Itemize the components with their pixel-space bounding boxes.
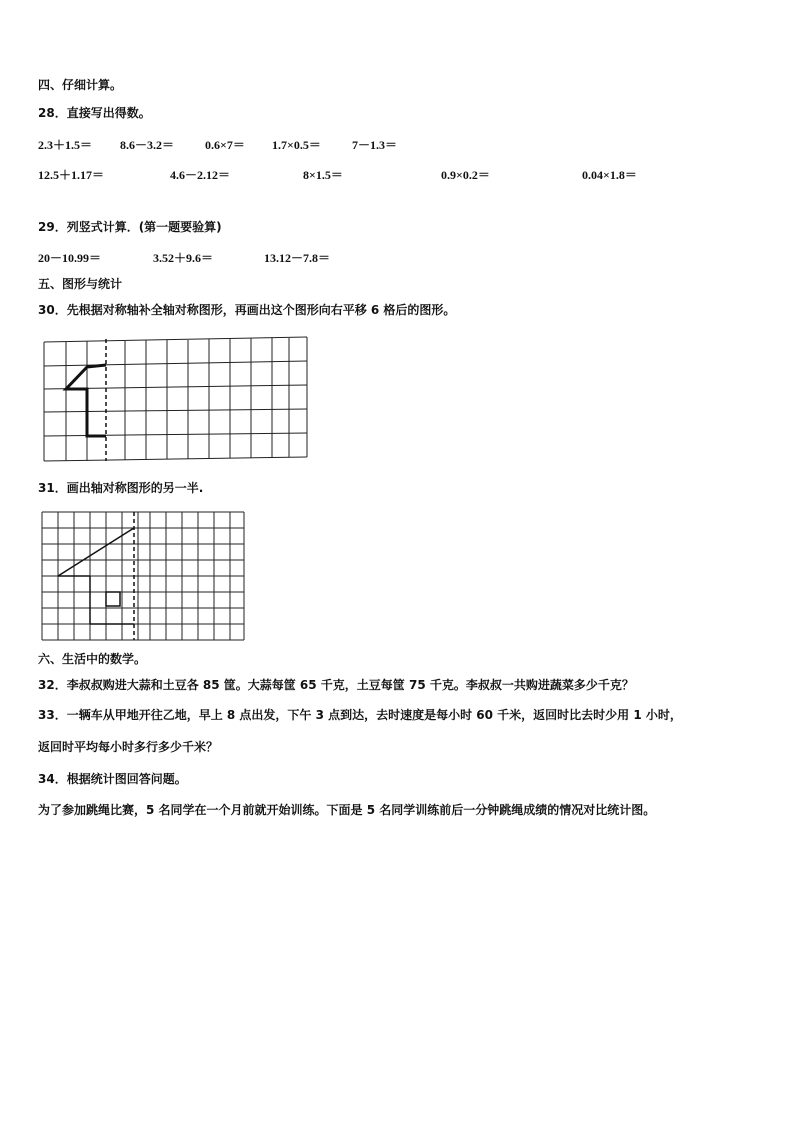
q28-expr-8: 8×1.5＝ — [303, 168, 343, 182]
question-34-description: 为了参加跳绳比赛，5 名同学在一个月前就开始训练。下面是 5 名同学训练前后一分钟跳绳成绩的情况对比统计图。 — [38, 803, 656, 817]
question-34-prompt: 34．根据统计图回答问题。 — [38, 772, 187, 786]
q28-expr-4: 1.7×0.5＝ — [272, 138, 321, 152]
question-29-prompt: 29．列竖式计算．(第一题要验算) — [38, 220, 222, 234]
q28-expr-2: 8.6－3.2＝ — [120, 138, 175, 152]
q28-expr-10: 0.04×1.8＝ — [582, 168, 637, 182]
section-4-title: 四、仔细计算。 — [38, 78, 123, 92]
q28-expr-5: 7－1.3＝ — [352, 138, 398, 152]
question-28-prompt: 28．直接写出得数。 — [38, 106, 151, 120]
question-32-prompt: 32．李叔叔购进大蒜和土豆各 85 筐。大蒜每筐 65 千克，土豆每筐 75 千克。李叔叔一共购进蔬菜多少千克？ — [38, 678, 634, 692]
q28-expr-7: 4.6－2.12＝ — [170, 168, 231, 182]
q28-expr-6: 12.5＋1.17＝ — [38, 168, 105, 182]
q29-expr-1: 20－10.99＝ — [38, 251, 102, 265]
q29-expr-2: 3.52＋9.6＝ — [153, 251, 214, 265]
q30-grid-figure — [41, 335, 311, 465]
q28-expr-9: 0.9×0.2＝ — [441, 168, 490, 182]
section-6-title: 六、生活中的数学。 — [38, 652, 147, 666]
question-33-line-2: 返回时平均每小时多行多少千米？ — [38, 740, 219, 754]
q31-grid-figure — [40, 510, 246, 642]
q29-expr-3: 13.12－7.8＝ — [264, 251, 331, 265]
section-5-title: 五、图形与统计 — [38, 277, 123, 291]
q28-expr-3: 0.6×7＝ — [205, 138, 245, 152]
question-30-prompt: 30．先根据对称轴补全轴对称图形，再画出这个图形向右平移 6 格后的图形。 — [38, 303, 456, 317]
question-33-line-1: 33．一辆车从甲地开往乙地，早上 8 点出发，下午 3 点到达，去时速度是每小时 60 千米，返回时比去时少用 1 小时， — [38, 708, 682, 722]
question-31-prompt: 31．画出轴对称图形的另一半. — [38, 481, 204, 495]
q28-expr-1: 2.3＋1.5＝ — [38, 138, 93, 152]
